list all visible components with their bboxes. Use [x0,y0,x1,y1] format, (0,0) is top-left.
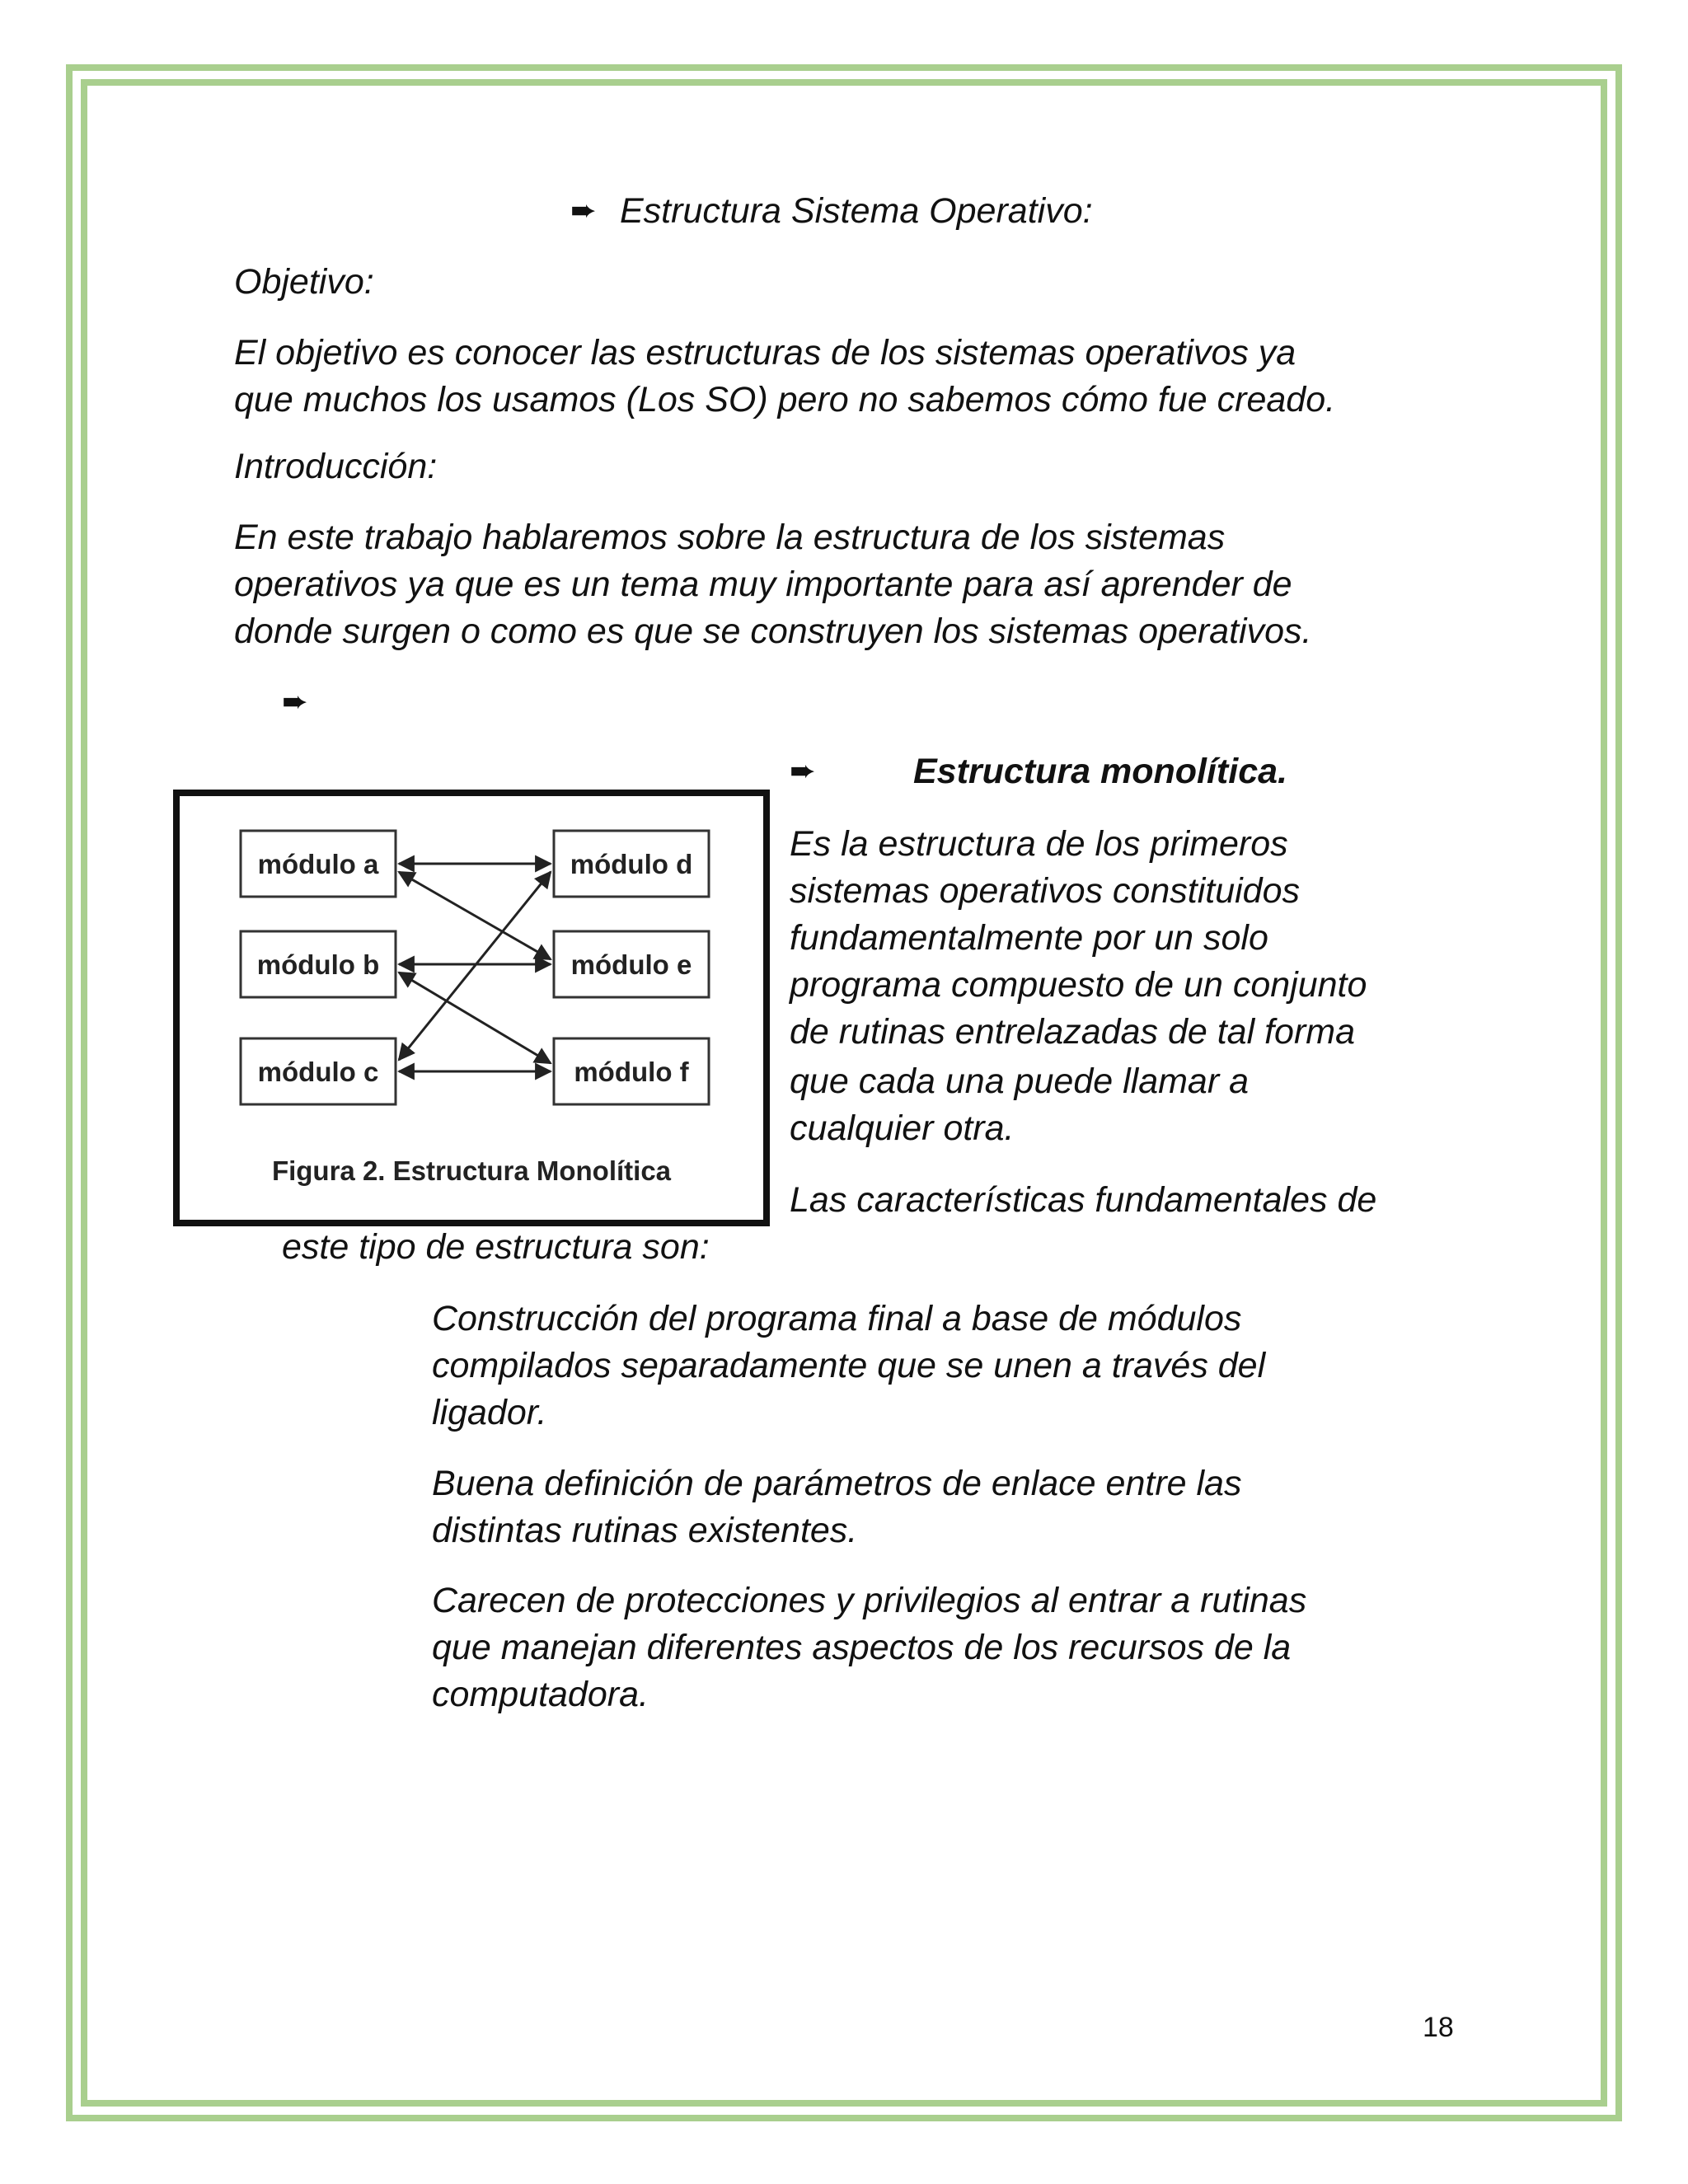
introduction-line: donde surgen o como es que se construyen los sistemas operativos. [234,612,1312,651]
objective-line: que muchos los usamos (Los SO) pero no sabemos cómo fue creado. [234,380,1336,419]
characteristics-intro: este tipo de estructura son: [282,1227,710,1267]
characteristic-line: computadora. [432,1675,649,1714]
arrow-c-d [399,872,551,1060]
introduction-line: En este trabajo hablaremos sobre la estructura de los sistemas [234,518,1226,557]
arrow-b-f [399,972,551,1063]
monolithic-line: sistemas operativos constituidos [790,871,1301,911]
module-b-label: módulo b [256,949,380,980]
empty-bullet-icon: ➨ [282,685,308,719]
characteristic-line: Carecen de protecciones y privilegios al entrar a rutinas [432,1581,1307,1620]
monolithic-bullet-icon: ➨ [790,754,816,789]
monolithic-diagram [180,796,763,1220]
figure-caption: Figura 2. Estructura Monolítica [271,1155,672,1186]
monolithic-line: fundamentalmente por un solo [790,918,1268,958]
arrow-a-e [399,872,551,959]
heading-bullet-icon: ➨ [570,194,597,228]
objective-label: Objetivo: [234,262,374,302]
module-d-label: módulo d [570,849,693,879]
monolithic-line: cualquier otra. [790,1108,1015,1148]
characteristic-line: compilados separadamente que se unen a través del [432,1346,1266,1385]
characteristic-line: ligador. [432,1393,547,1432]
characteristic-line: distintas rutinas existentes. [432,1511,858,1550]
module-c-label: módulo c [257,1057,379,1087]
characteristics-intro: Las características fundamentales de [790,1180,1377,1220]
page-number: 18 [1423,2012,1454,2043]
characteristic-line: Construcción del programa final a base de módulos [432,1299,1242,1338]
module-a-label: módulo a [257,849,379,879]
module-f-label: módulo f [574,1057,689,1087]
monolithic-structure-figure [173,790,770,1226]
characteristic-line: que manejan diferentes aspectos de los recursos de la [432,1628,1292,1667]
introduction-label: Introducción: [234,447,438,486]
characteristic-line: Buena definición de parámetros de enlace entre las [432,1464,1242,1503]
monolithic-line: Es la estructura de los primeros [790,824,1288,864]
section-title: Estructura Sistema Operativo: [620,191,1093,231]
objective-line: El objetivo es conocer las estructuras de los sistemas operativos ya [234,333,1296,373]
monolithic-line: de rutinas entrelazadas de tal forma [790,1012,1356,1052]
monolithic-title: Estructura monolítica. [913,752,1287,791]
monolithic-line: programa compuesto de un conjunto [790,965,1367,1005]
monolithic-line: que cada una puede llamar a [790,1062,1250,1101]
module-e-label: módulo e [570,949,692,980]
introduction-line: operativos ya que es un tema muy importante para así aprender de [234,565,1292,604]
